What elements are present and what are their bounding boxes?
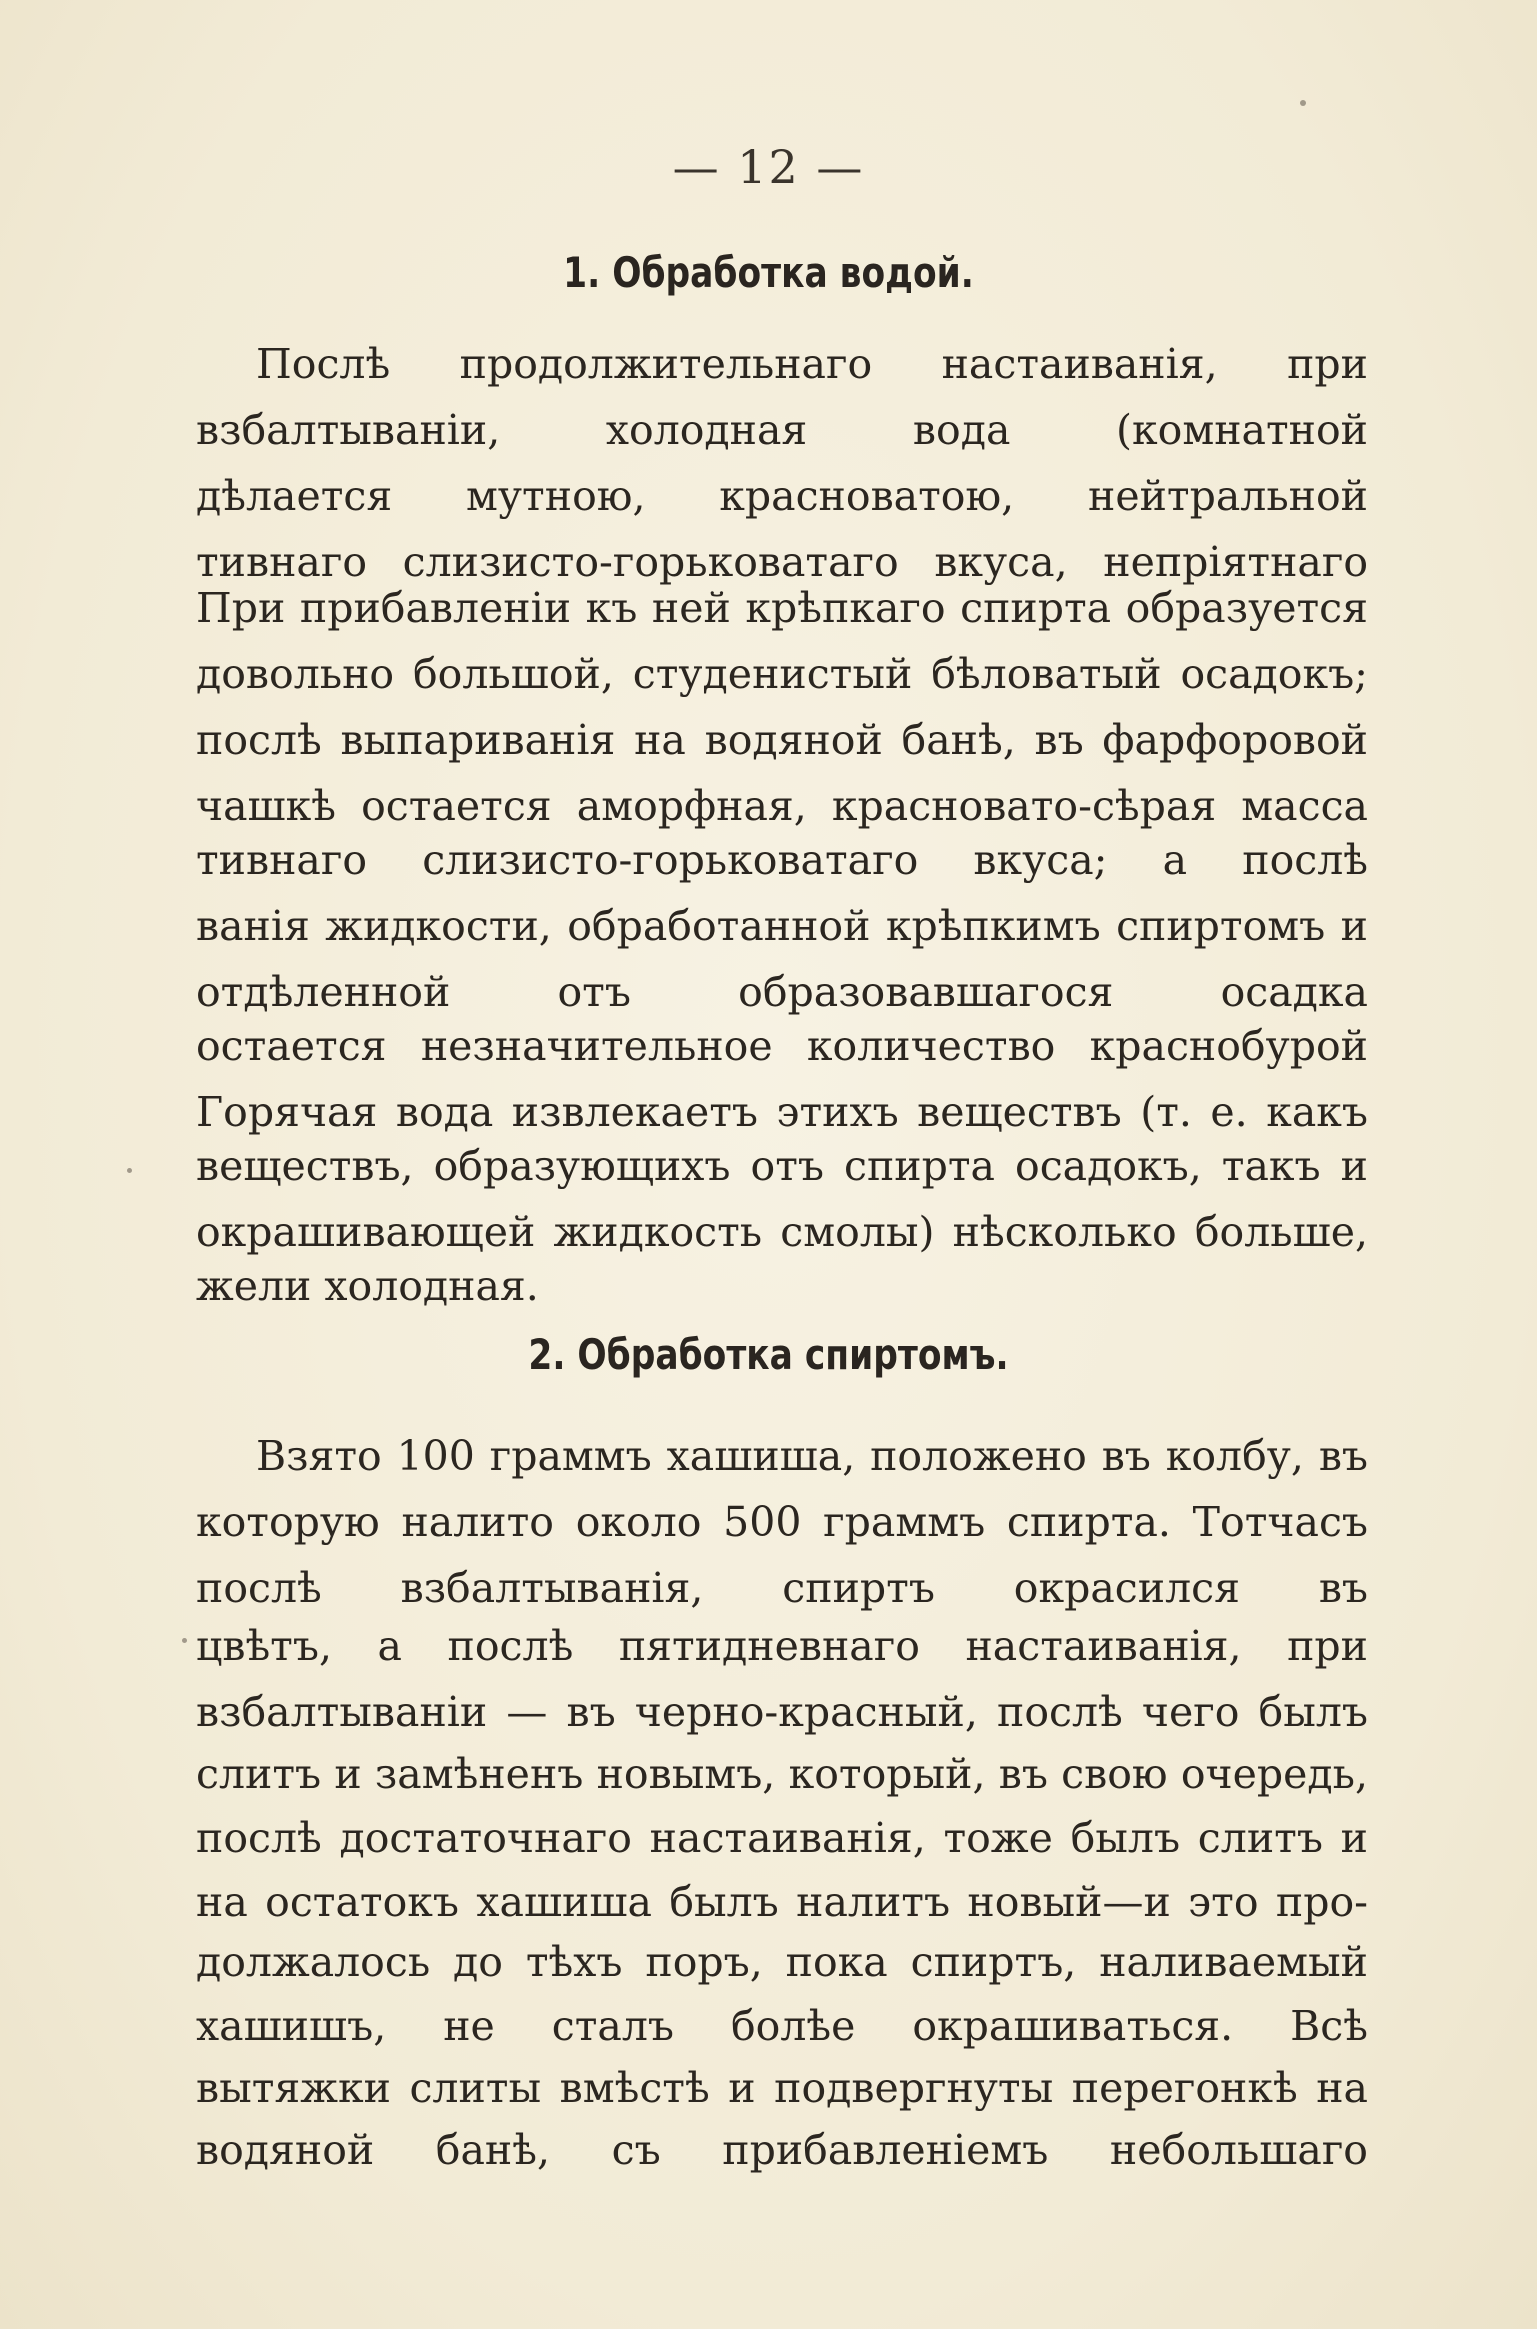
paragraph-line: ванія жидкости, обработанной крѣпкимъ спиртомъ и [196,902,1368,950]
paragraph-line: Горячая вода извлекаетъ этихъ веществъ (т. е. какъ [196,1088,1368,1136]
paragraph-line: остается незначительное количество краснобурой [196,1022,1368,1070]
paragraph-line: цвѣтъ, а послѣ пятидневнаго настаиванія, при [196,1622,1368,1670]
paragraph-line: Послѣ продолжительнаго настаиванія, при [256,340,1368,388]
section-heading-water: 1. Обработка водой. [563,248,974,297]
paragraph-line: взбалтываніи — въ черно-красный, послѣ чего былъ [196,1688,1368,1736]
paragraph-line: веществъ, образующихъ отъ спирта осадокъ, такъ и [196,1142,1368,1190]
paragraph-line: отдѣленной отъ образовавшагося осадка [196,968,1368,1016]
paragraph-line: взбалтываніи, холодная вода (комнатной [196,406,1368,454]
paragraph-line: слитъ и замѣненъ новымъ, который, въ свою очередь, [196,1750,1368,1798]
section-heading-spirit: 2. Обработка спиртомъ. [528,1330,1009,1379]
ink-speck [127,1168,132,1173]
page-number: — 12 — [672,140,865,194]
paragraph-line: водяной банѣ, съ прибавленіемъ небольшаго [196,2126,1368,2174]
paragraph-line: послѣ взбалтыванія, спиртъ окрасился въ [196,1564,1368,1612]
paragraph-line: должалось до тѣхъ поръ, пока спиртъ, наливаемый [196,1938,1368,1986]
paragraph-line: на остатокъ хашиша былъ налитъ новый—и это про- [196,1878,1368,1926]
paragraph-line: довольно большой, студенистый бѣловатый осадокъ; [196,650,1368,698]
paragraph-line: послѣ выпариванія на водяной банѣ, въ фарфоровой [196,716,1368,764]
paragraph-line: жели холодная. [196,1262,539,1310]
paragraph-line: послѣ достаточнаго настаиванія, тоже былъ слитъ и [196,1814,1368,1862]
paragraph-line: Взято 100 граммъ хашиша, положено въ колбу, въ [256,1432,1368,1480]
paragraph-line: тивнаго слизисто-горьковатаго вкуса, непріятнаго [196,538,1368,586]
ink-speck [1300,100,1306,106]
paragraph-line: хашишъ, не сталъ болѣе окрашиваться. Всѣ [196,2002,1368,2050]
paragraph-line: вытяжки слиты вмѣстѣ и подвергнуты перегонкѣ на [196,2064,1368,2112]
paragraph-line: чашкѣ остается аморфная, красновато-сѣрая масса [196,782,1368,830]
paragraph-line: окрашивающей жидкость смолы) нѣсколько больше, [196,1208,1368,1256]
paragraph-line: которую налито около 500 граммъ спирта. Тотчасъ [196,1498,1368,1546]
paragraph-line: тивнаго слизисто-горьковатаго вкуса; а послѣ [196,836,1368,884]
paragraph-line: дѣлается мутною, красноватою, нейтральной [196,472,1368,520]
paragraph-line: При прибавленіи къ ней крѣпкаго спирта образуется [196,584,1368,632]
ink-speck [182,1638,187,1643]
